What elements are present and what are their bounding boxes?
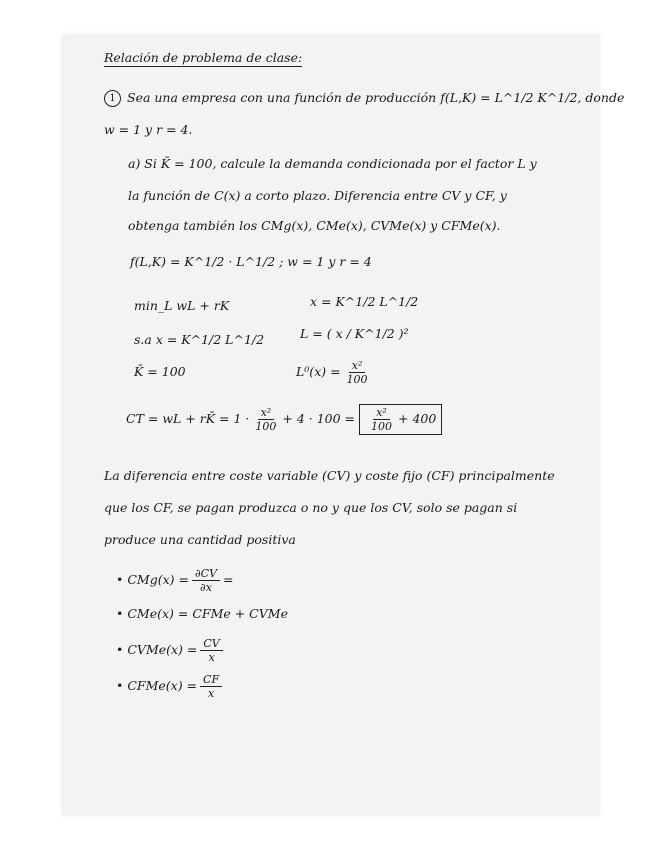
cvme-fraction: $\frac{CV}{x}$: [200, 638, 222, 663]
problem-intro-line2: w = 1 y r = 4.: [104, 122, 193, 137]
page-heading: Relación de problema de clase:: [104, 50, 303, 65]
l-equation: L = ( x / K^1/2 )²: [300, 326, 409, 341]
explanation-line3: produce una cantidad positiva: [104, 532, 296, 547]
cmg-fraction: $\frac{\partial CV}{\partial x}$: [192, 568, 220, 593]
cme-formula: • CMe(x) = CFMe + CVMe: [116, 606, 288, 621]
cfme-fraction: $\frac{CF}{x}$: [200, 674, 222, 699]
constraint-line: s.a x = K^1/2 L^1/2: [134, 332, 265, 347]
l0-demand: L⁰(x) = $\frac{\text{x²}}{100}$: [296, 360, 374, 385]
cmg-formula: • CMg(x) = $\frac{\partial CV}{\partial x}$ =: [116, 567, 234, 594]
problem-intro-line1: 1 Sea una empresa con una función de producción f(L,K) = L^1/2 K^1/2, donde: [104, 90, 624, 107]
problem-number-badge: 1: [104, 90, 121, 107]
cfme-formula: • CFMe(x) = $\frac{CF}{x}$: [116, 674, 225, 699]
ct-fraction: $\frac{\text{x²}}{100}$: [255, 406, 277, 433]
total-cost-result-box: $\frac{\text{x²}}{100}$ + 400: [359, 404, 442, 435]
l0-fraction: $\frac{\text{x²}}{100}$: [346, 359, 368, 386]
cvme-formula: • CVMe(x) = $\frac{CV}{x}$: [116, 638, 226, 663]
part-a-line2: la función de C(x) a corto plazo. Diferencia entre CV y CF, y: [128, 188, 507, 203]
part-a-line3: obtenga también los CMg(x), CMe(x), CVMe(x) y CFMe(x).: [128, 218, 501, 233]
explanation-line1: La diferencia entre coste variable (CV) y coste fijo (CF) principalmente: [104, 468, 555, 483]
part-a-line1: a) Si K̄ = 100, calcule la demanda condicionada por el factor L y: [128, 156, 537, 171]
total-cost-equation: CT = wL + rK̄ = 1 · $\frac{\text{x²}}{100}$ + 4 · 100 = $\frac{\text{x²}}{100}$ + 400: [126, 404, 442, 435]
kbar-value: K̄ = 100: [134, 364, 186, 379]
given-production-function: f(L,K) = K^1/2 · L^1/2 ; w = 1 y r = 4: [130, 254, 372, 269]
x-equation: x = K^1/2 L^1/2: [310, 294, 419, 309]
min-problem: min_L wL + rK: [134, 298, 230, 313]
explanation-line2: que los CF, se pagan produzca o no y que los CV, solo se pagan si: [104, 500, 518, 515]
